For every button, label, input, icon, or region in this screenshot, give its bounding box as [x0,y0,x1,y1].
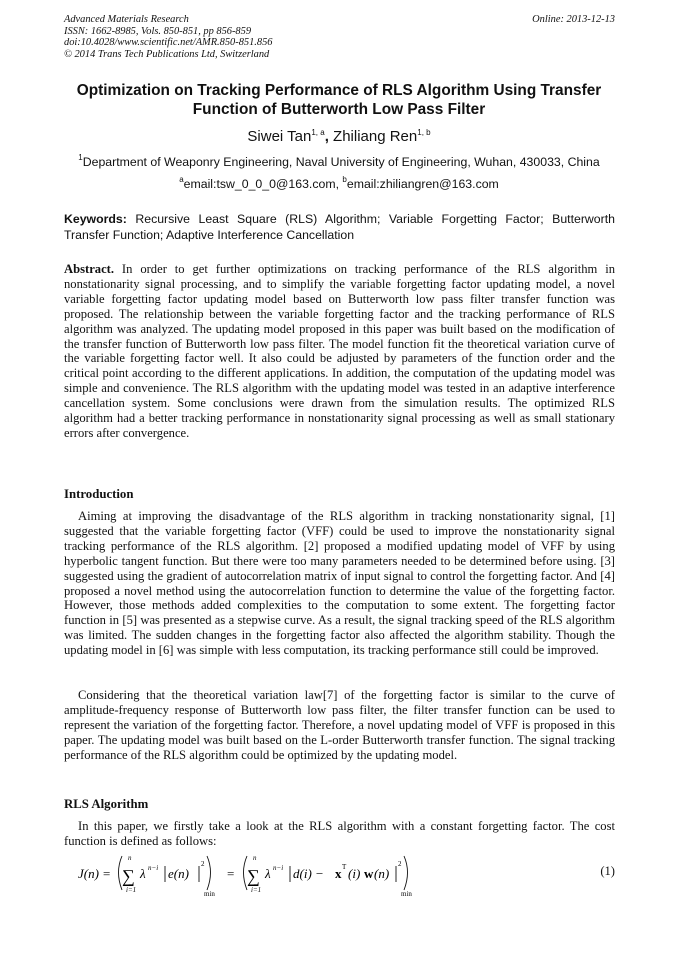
eq-sum1-bottom: i=1 [126,886,137,894]
eq-term-2-x: x [335,866,342,881]
eq-paren-1-close [207,856,211,890]
eq-sum1-top: n [128,854,132,862]
eq-term-2-T: T [342,863,347,871]
journal-header [64,14,615,60]
eq-min-1: min [204,890,215,898]
doi-line: doi:10.4028/www.scientific.net/AMR.850-851.856 [64,37,273,49]
eq-term-1: e(n) [168,866,189,881]
affiliation-sup: 1 [78,153,83,162]
email-b-sup: b [342,175,347,184]
author-1-name: Siwei Tan [247,128,312,145]
eq-term-2-d: d(i) − [293,866,324,881]
abstract-text: In order to get further optimizations on tracking performance of the RLS algorithm in nonstationarity signal processing, and to simplify the variable forgetting factor updating model, a novel variable forgetting factor updating model based on Butterworth low pass filter transfer function was proposed. The relationship between the variable forgetting factor and the tracking performance of RLS algorithm was analyzed. The updating model proposed in this paper was built based on the modification of the transfer function of Butterworth low pass filter. The model function fit the theoretical variation curve of the variable forgetting factor well. It also could be adjusted by parameters of the function order and the critical point according to the different applications. In addition, the computation of the updating model was simple and convenience. The RLS algorithm with the updating model was tested in an adaptive interference cancellation system. Some conclusions were drawn from the simulation results. The optimized RLS algorithm had a better tracking performance in nonstationarity signal processing as well as small stationary errors after convergence. [64,262,615,440]
author-2-name: Zhiliang Ren [333,128,418,145]
affiliation [40,155,638,169]
eq-sum2-bottom: i=1 [251,886,262,894]
intro-paragraph-2: Considering that the theoretical variation law[7] of the forgetting factor is similar to the curve of amplitude-frequency response of Butterworth low pass filter, the filter transfer function can be used to represent the variation of the forgetting factor. Therefore, a novel updating model of VFF is proposed in this paper. The updating model was built based on the L-order Butterworth transfer function. The signal tracking performance of the RLS algorithm could be optimized by the updating model. [64,688,615,762]
copyright-line: © 2014 Trans Tech Publications Ltd, Switzerland [64,48,270,60]
equation-1-graphic [64,852,584,898]
eq-term-2-i: (i) [348,866,361,881]
eq-lambda-2: λ [265,866,271,881]
email-line [40,177,638,191]
eq-lambda-2-exp: n−i [273,864,284,872]
eq-lambda-1: λ [140,866,146,881]
author-2-sup: 1, b [417,128,431,137]
eq-term-2-w: w [364,866,374,881]
issn-line: ISSN: 1662-8985, Vols. 850-851, pp 856-859 [64,25,252,37]
eq-lhs: J(n) = [78,866,111,881]
author-1-sup: 1, a [311,128,325,137]
equation-1 [64,852,615,898]
rls-paragraph-1: In this paper, we firstly take a look at the RLS algorithm with a constant forgetting factor. The cost function is defined as follows: [64,819,615,848]
section-heading-rls: RLS Algorithm [64,797,149,811]
eq-sum2-sigma: ∑ [247,866,260,886]
email-a-sup: a [179,175,184,184]
eq-min-2: min [401,890,412,898]
author-line [50,128,628,145]
email-a[interactable]: email:tsw_0_0_0@163.com, [183,177,343,191]
title-line-2: Function of Butterworth Low Pass Filter [192,101,486,118]
intro-paragraph-1: Aiming at improving the disadvantage of the RLS algorithm in tracking nonstationarity signal, [1] suggested that the variable forgetting factor (VFF) could be used to improve the nonstationarity signal tracking performance of the RLS algorithm. [2] proposed a modified updating model of VFF by using hyperbolic tangent function. But there were too many parameters needed to be determined before using. [3] suggested using the gradient of autocorrelation matrix of input signal to control the forgetting factor. And [4] proposed a novel method using the autocorrelation function to determine the value of the forgetting factor. However, those methods added complexities to the computation to some extent. The forgetting factor function in [5] was presented as a stepwise curve. As a result, the signal tracking speed of the RLS algorithm was limited. The sudden changes in the forgetting factor also affected the algorithm stability. Though the updating model in [6] was simple with less computation, its tracking performance still could be improved. [64,509,615,658]
online-date: Online: 2013-12-13 [532,14,615,25]
eq-sum2-top: n [253,854,257,862]
eq-equals-2: = [227,866,235,881]
abstract-label: Abstract. [64,262,115,276]
keywords-block [64,211,615,243]
paper-title [50,81,628,119]
title-line-1: Optimization on Tracking Performance of RLS Algorithm Using Transfer [76,82,602,99]
eq-power-2: 2 [398,860,402,868]
eq-power-1: 2 [201,860,205,868]
section-heading-introduction: Introduction [64,487,134,501]
eq-term-2-n: (n) [374,866,390,881]
eq-sum1-sigma: ∑ [122,866,135,886]
author-separator: , [324,128,334,145]
journal-name: Advanced Materials Research [64,14,189,25]
keywords-label: Keywords: [64,212,127,226]
abstract-block [64,262,615,441]
keywords-text: Recursive Least Square (RLS) Algorithm; Variable Forgetting Factor; Butterworth Transfer Function; Adaptive Interference Cancellation [64,212,615,242]
eq-lambda-1-exp: n−i [148,864,159,872]
email-b[interactable]: email:zhiliangren@163.com [346,177,499,191]
equation-number: (1) [600,864,615,878]
affiliation-text: Department of Weaponry Engineering, Naval University of Engineering, Wuhan, 430033, China [82,155,600,169]
eq-paren-2-close [404,856,408,890]
